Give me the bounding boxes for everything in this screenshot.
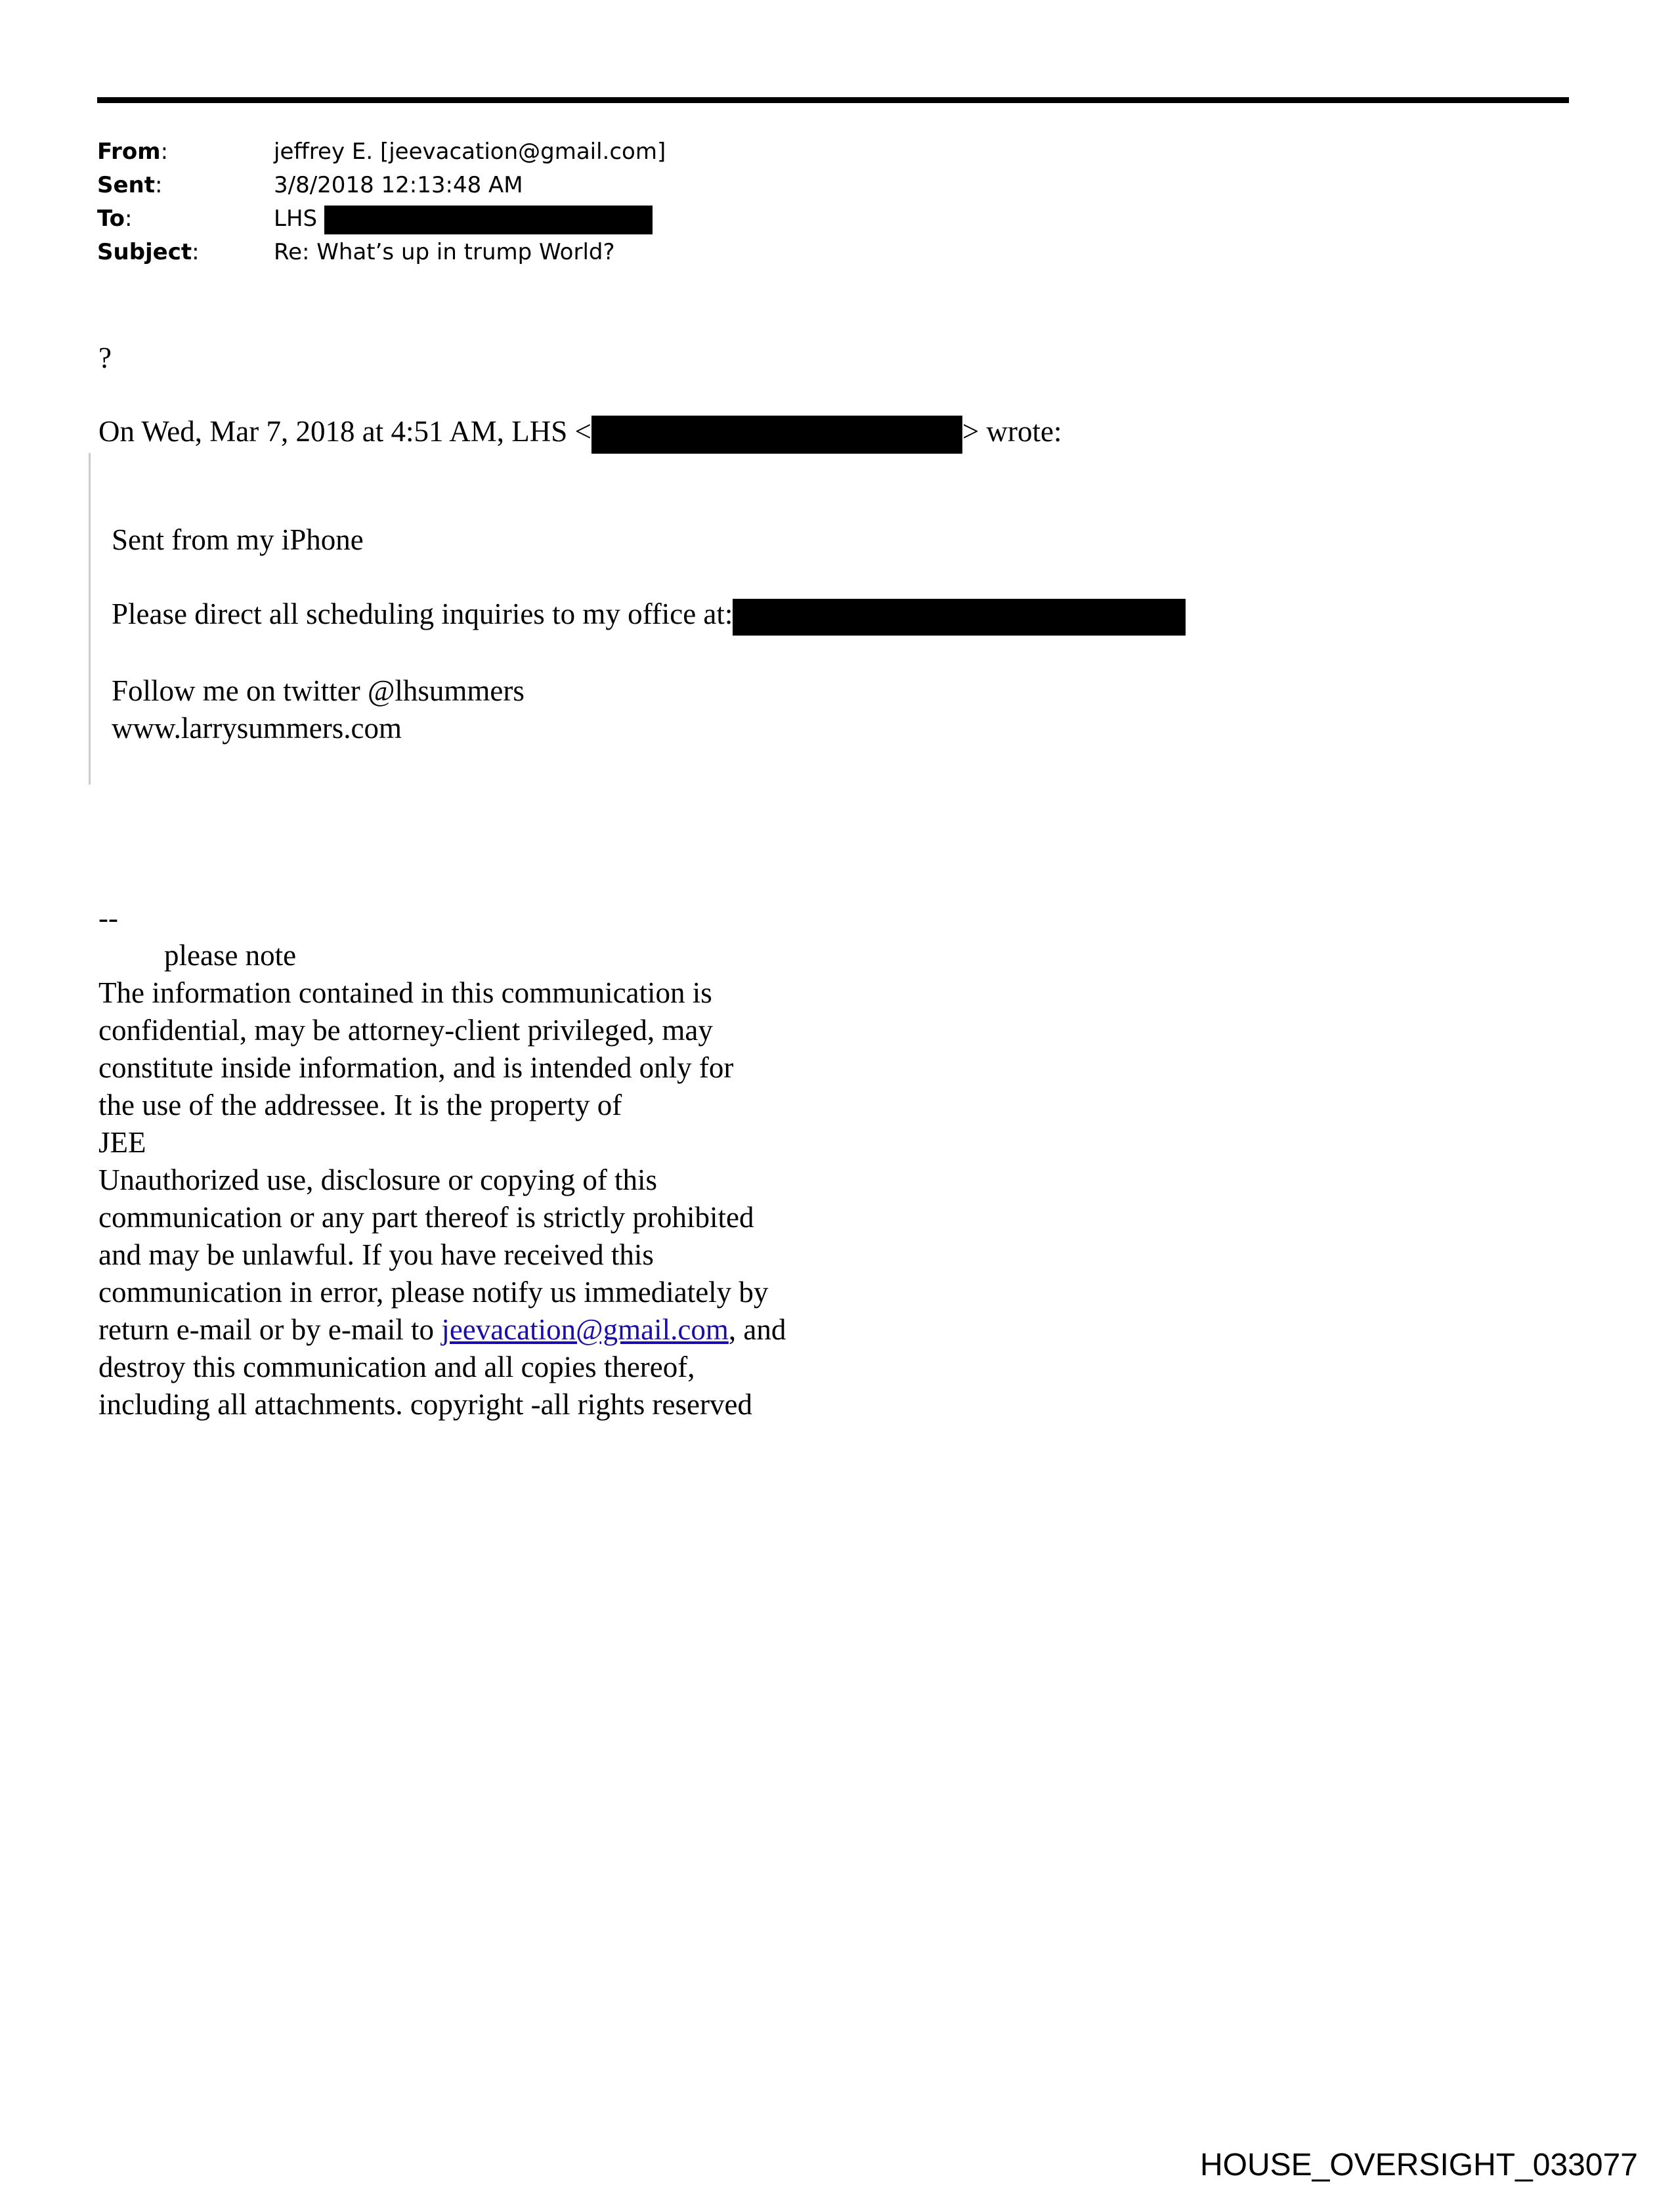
from-label: From: (97, 139, 169, 165)
to-label: To: (97, 206, 133, 232)
disclaimer-note: please note (164, 939, 297, 972)
sent-value: 3/8/2018 12:13:48 AM (274, 172, 523, 198)
disclaimer-line: including all attachments. copyright -all rights reserved (98, 1388, 752, 1421)
disclaimer-line: communication or any part thereof is strictly prohibited (98, 1201, 754, 1234)
disclaimer-line: constitute inside information, and is intended only for (98, 1051, 734, 1084)
disclaimer (98, 900, 786, 1423)
disclaimer-line: Unauthorized use, disclosure or copying of this (98, 1163, 658, 1196)
disclaimer-line: and may be unlawful. If you have received this (98, 1238, 654, 1271)
subject-value: Re: What’s up in trump World? (274, 239, 615, 265)
disclaimer-line: confidential, may be attorney-client privileged, may (98, 1014, 713, 1047)
attribution-suffix: > wrote: (962, 415, 1062, 448)
bates-number: HOUSE_OVERSIGHT_033077 (1200, 2148, 1638, 2182)
quoted-message (112, 521, 1186, 747)
redaction-office-address (733, 599, 1186, 636)
to-value (274, 202, 653, 236)
quote-attribution (98, 412, 1062, 454)
disclaimer-line: The information contained in this communication is (98, 976, 712, 1009)
top-rule (97, 97, 1569, 103)
redaction-sender-address (591, 416, 962, 454)
signature-separator: -- (98, 901, 118, 934)
sent-label: Sent: (97, 172, 163, 198)
reply-text: ? (98, 341, 112, 374)
subject-label: Subject: (97, 239, 200, 265)
disclaimer-return-line: return e-mail or by e-mail to jeevacation@gmail.com, and (98, 1313, 786, 1346)
email-link[interactable]: jeevacation@gmail.com (441, 1313, 729, 1346)
to-name: LHS (274, 206, 318, 232)
quote-bar (89, 453, 91, 785)
quoted-line-iphone: Sent from my iPhone (112, 523, 364, 556)
disclaimer-line: communication in error, please notify us immediately by (98, 1276, 769, 1309)
quoted-line-website: www.larrysummers.com (112, 711, 402, 745)
quoted-line-twitter: Follow me on twitter @lhsummers (112, 674, 525, 707)
quoted-line-scheduling: Please direct all scheduling inquiries to my office at: (112, 596, 1186, 636)
disclaimer-line: destroy this communication and all copies thereof, (98, 1351, 695, 1383)
disclaimer-line: the use of the addressee. It is the property of (98, 1089, 622, 1121)
from-value: jeffrey E. [jeevacation@gmail.com] (274, 139, 666, 165)
disclaimer-line: JEE (98, 1126, 146, 1159)
redaction-to-address (324, 206, 653, 234)
attribution-prefix: On Wed, Mar 7, 2018 at 4:51 AM, LHS < (98, 415, 591, 448)
